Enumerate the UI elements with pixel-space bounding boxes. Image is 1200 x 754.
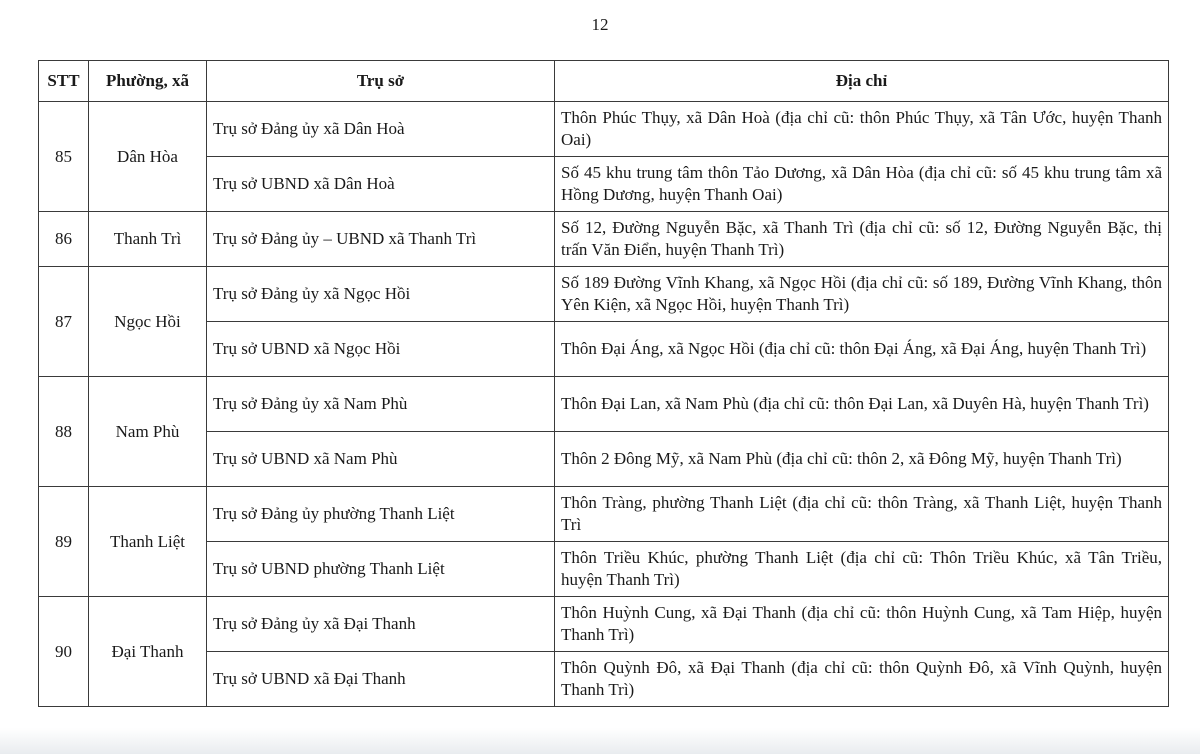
- address-cell: Thôn Đại Áng, xã Ngọc Hồi (địa chỉ cũ: thôn Đại Áng, xã Đại Áng, huyện Thanh Trì): [555, 322, 1169, 377]
- headquarters-cell: Trụ sở Đảng ủy – UBND xã Thanh Trì: [207, 212, 555, 267]
- address-cell: Số 12, Đường Nguyễn Bặc, xã Thanh Trì (địa chỉ cũ: số 12, Đường Nguyễn Bặc, thị trấn Văn Điển, huyện Thanh Trì): [555, 212, 1169, 267]
- ward-cell: Thanh Trì: [89, 212, 207, 267]
- address-cell: Thôn 2 Đông Mỹ, xã Nam Phù (địa chỉ cũ: thôn 2, xã Đông Mỹ, huyện Thanh Trì): [555, 432, 1169, 487]
- ward-cell: Nam Phù: [89, 377, 207, 487]
- ward-cell: Đại Thanh: [89, 597, 207, 707]
- stt-cell: 86: [39, 212, 89, 267]
- stt-cell: 85: [39, 102, 89, 212]
- headquarters-cell: Trụ sở UBND xã Ngọc Hồi: [207, 322, 555, 377]
- table-row: [39, 487, 1169, 542]
- stt-cell: 88: [39, 377, 89, 487]
- header-ward: Phường, xã: [89, 61, 207, 102]
- stt-cell: 87: [39, 267, 89, 377]
- headquarters-cell: Trụ sở Đảng ủy xã Ngọc Hồi: [207, 267, 555, 322]
- ward-cell: Ngọc Hồi: [89, 267, 207, 377]
- header-address: Địa chỉ: [555, 61, 1169, 102]
- address-cell: Thôn Quỳnh Đô, xã Đại Thanh (địa chỉ cũ: thôn Quỳnh Đô, xã Vĩnh Quỳnh, huyện Thanh Trì): [555, 652, 1169, 707]
- scan-bottom-shade: [0, 728, 1200, 754]
- address-cell: Thôn Đại Lan, xã Nam Phù (địa chỉ cũ: thôn Đại Lan, xã Duyên Hà, huyện Thanh Trì): [555, 377, 1169, 432]
- address-cell: Thôn Tràng, phường Thanh Liệt (địa chỉ cũ: thôn Tràng, xã Thanh Liệt, huyện Thanh Trì: [555, 487, 1169, 542]
- stt-cell: 90: [39, 597, 89, 707]
- stt-cell: 89: [39, 487, 89, 597]
- table-row: [39, 432, 1169, 487]
- headquarters-cell: Trụ sở UBND xã Đại Thanh: [207, 652, 555, 707]
- address-cell: Số 45 khu trung tâm thôn Tảo Dương, xã Dân Hòa (địa chỉ cũ: số 45 khu trung tâm xã Hồng Dương, huyện Thanh Oai): [555, 157, 1169, 212]
- table-row: [39, 652, 1169, 707]
- table-row: [39, 212, 1169, 267]
- header-headquarters: Trụ sở: [207, 61, 555, 102]
- headquarters-table: [38, 60, 1169, 707]
- table-row: [39, 542, 1169, 597]
- page-number: 12: [591, 15, 609, 34]
- table-row: [39, 597, 1169, 652]
- headquarters-cell: Trụ sở Đảng ủy phường Thanh Liệt: [207, 487, 555, 542]
- header-stt: STT: [39, 61, 89, 102]
- table-row: [39, 322, 1169, 377]
- table-row: [39, 102, 1169, 157]
- address-cell: Số 189 Đường Vĩnh Khang, xã Ngọc Hồi (địa chỉ cũ: số 189, Đường Vĩnh Khang, thôn Yên Kiện, xã Ngọc Hồi, huyện Thanh Trì): [555, 267, 1169, 322]
- address-cell: Thôn Triều Khúc, phường Thanh Liệt (địa chỉ cũ: Thôn Triều Khúc, xã Tân Triều, huyện Thanh Trì): [555, 542, 1169, 597]
- headquarters-cell: Trụ sở Đảng ủy xã Dân Hoà: [207, 102, 555, 157]
- headquarters-cell: Trụ sở UBND xã Dân Hoà: [207, 157, 555, 212]
- table-header-row: [39, 61, 1169, 102]
- ward-cell: Thanh Liệt: [89, 487, 207, 597]
- headquarters-cell: Trụ sở UBND phường Thanh Liệt: [207, 542, 555, 597]
- table-row: [39, 377, 1169, 432]
- table-row: [39, 267, 1169, 322]
- ward-cell: Dân Hòa: [89, 102, 207, 212]
- headquarters-cell: Trụ sở Đảng ủy xã Đại Thanh: [207, 597, 555, 652]
- headquarters-cell: Trụ sở UBND xã Nam Phù: [207, 432, 555, 487]
- table-row: [39, 157, 1169, 212]
- headquarters-cell: Trụ sở Đảng ủy xã Nam Phù: [207, 377, 555, 432]
- address-cell: Thôn Huỳnh Cung, xã Đại Thanh (địa chỉ cũ: thôn Huỳnh Cung, xã Tam Hiệp, huyện Thanh Trì): [555, 597, 1169, 652]
- address-cell: Thôn Phúc Thụy, xã Dân Hoà (địa chỉ cũ: thôn Phúc Thụy, xã Tân Ước, huyện Thanh Oai): [555, 102, 1169, 157]
